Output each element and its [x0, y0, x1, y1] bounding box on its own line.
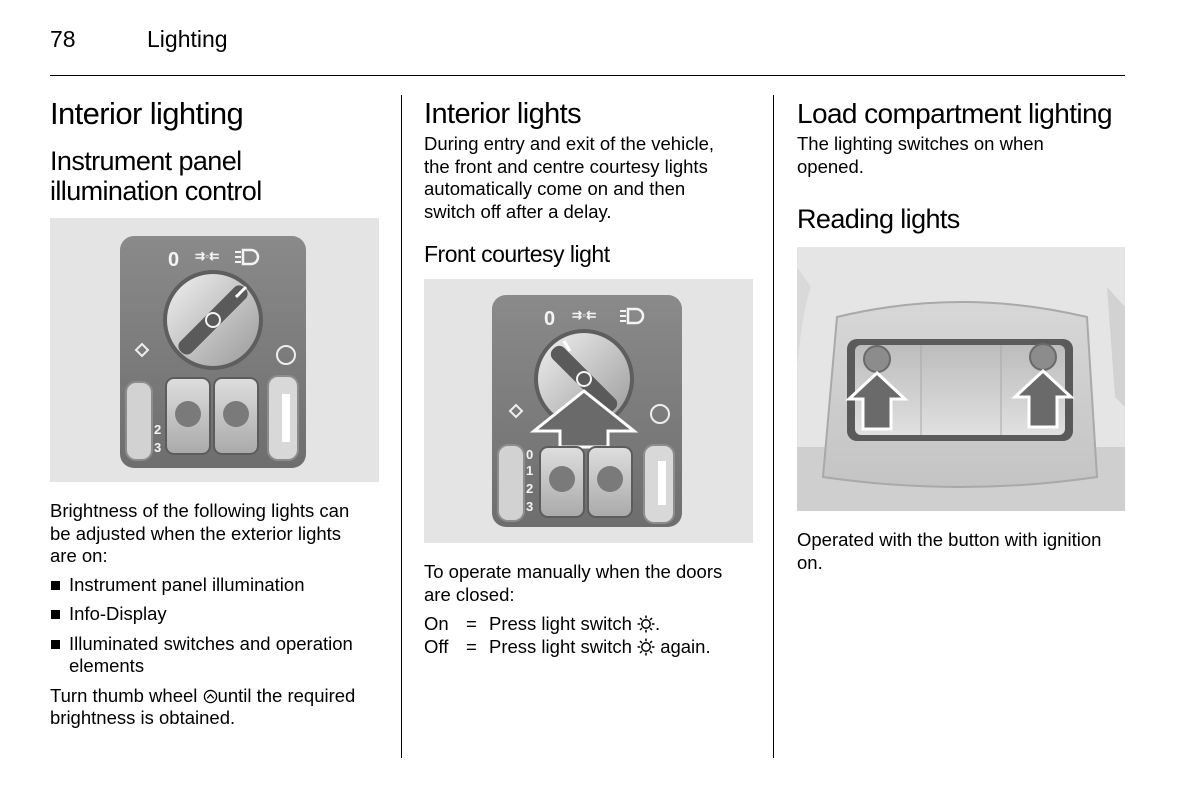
- list-item: Info-Display: [50, 603, 382, 626]
- brightness-list: [50, 574, 382, 678]
- bullet-square-icon: [51, 640, 60, 649]
- sidelight-symbol: ⇉◦⇇: [572, 308, 597, 322]
- brightness-para-line2: be adjusted when the exterior lights: [50, 522, 342, 544]
- interior-light-switch-icon: [637, 615, 655, 633]
- load-compartment-para-line2: opened.: [797, 155, 864, 177]
- col2-body-text: [424, 561, 754, 658]
- courtesy-switch-illustration: [424, 279, 753, 543]
- bullet-square-icon: [51, 581, 60, 590]
- heading-reading-lights: Reading lights: [797, 204, 960, 234]
- manual-operation-line2: are closed:: [424, 583, 515, 605]
- col3-body-text: [797, 529, 1127, 574]
- reading-lights-para-line2: on.: [797, 551, 823, 573]
- wheel-position-3: 3: [154, 440, 162, 455]
- figure-instrument-panel-switch: [50, 218, 379, 482]
- column-divider-2: [773, 95, 774, 758]
- brightness-para-line1: Brightness of the following lights can: [50, 500, 350, 521]
- off-definition: Off = Press light switch again.: [424, 635, 711, 657]
- brightness-para-line3: are on:: [50, 545, 108, 566]
- figure-reading-lights: [797, 247, 1125, 511]
- thumb-wheel-instruction-line2: brightness is obtained.: [50, 707, 236, 728]
- interior-lights-para-line3: automatically come on and then: [424, 178, 686, 199]
- wheel-position-1: 1: [526, 463, 534, 478]
- col1-body-text: [50, 500, 382, 730]
- light-switch-illustration: [50, 218, 379, 482]
- thumb-wheel-icon: [203, 689, 218, 704]
- left-thumb-wheel: [498, 445, 524, 521]
- position-0-label: 0: [168, 249, 180, 271]
- sidelight-symbol: ⇉◦⇇: [195, 249, 220, 263]
- heading-instrument-panel-line2: illumination control: [50, 176, 262, 206]
- interior-lights-para-line4: switch off after a delay.: [424, 200, 612, 222]
- bullet-square-icon: [51, 610, 60, 619]
- load-compartment-para-line1: The lighting switches on when: [797, 133, 1044, 154]
- wheel-position-2: 2: [154, 422, 162, 437]
- list-item: Instrument panel illumination: [50, 574, 382, 597]
- thumb-wheel-instruction-line1: Turn thumb wheel until the required: [50, 684, 356, 706]
- reading-lights-illustration: [797, 247, 1125, 511]
- left-reading-light-button: [864, 346, 890, 372]
- position-0-label: 0: [544, 308, 556, 330]
- header-divider: [50, 75, 1125, 76]
- wheel-position-0: 0: [526, 447, 534, 462]
- interior-lights-para-line1: During entry and exit of the vehicle,: [424, 133, 714, 154]
- heading-interior-lights: Interior lights: [424, 98, 582, 130]
- on-definition: On = Press light switch .: [424, 613, 661, 634]
- section-title: Lighting: [147, 26, 228, 52]
- right-reading-light-button: [1030, 344, 1056, 370]
- interior-light-switch-icon: [637, 638, 655, 656]
- list-item: Illuminated switches and operation elements: [50, 633, 382, 678]
- figure-front-courtesy-switch: [424, 279, 753, 543]
- column-divider-1: [401, 95, 402, 758]
- heading-instrument-panel-line1: Instrument panel: [50, 146, 242, 176]
- heading-interior-lighting: Interior lighting: [50, 96, 244, 131]
- heading-load-compartment-lighting: Load compartment lighting: [797, 98, 1112, 129]
- heading-front-courtesy-light: Front courtesy light: [424, 241, 610, 267]
- reading-lights-para-line1: Operated with the button with ignition: [797, 529, 1102, 550]
- left-thumb-wheel: [126, 382, 152, 460]
- manual-operation-line1: To operate manually when the doors: [424, 561, 723, 582]
- interior-lights-para-line2: the front and centre courtesy lights: [424, 155, 708, 177]
- wheel-position-2: 2: [526, 481, 534, 496]
- page-number: 78: [50, 26, 76, 52]
- wheel-position-3: 3: [526, 499, 534, 514]
